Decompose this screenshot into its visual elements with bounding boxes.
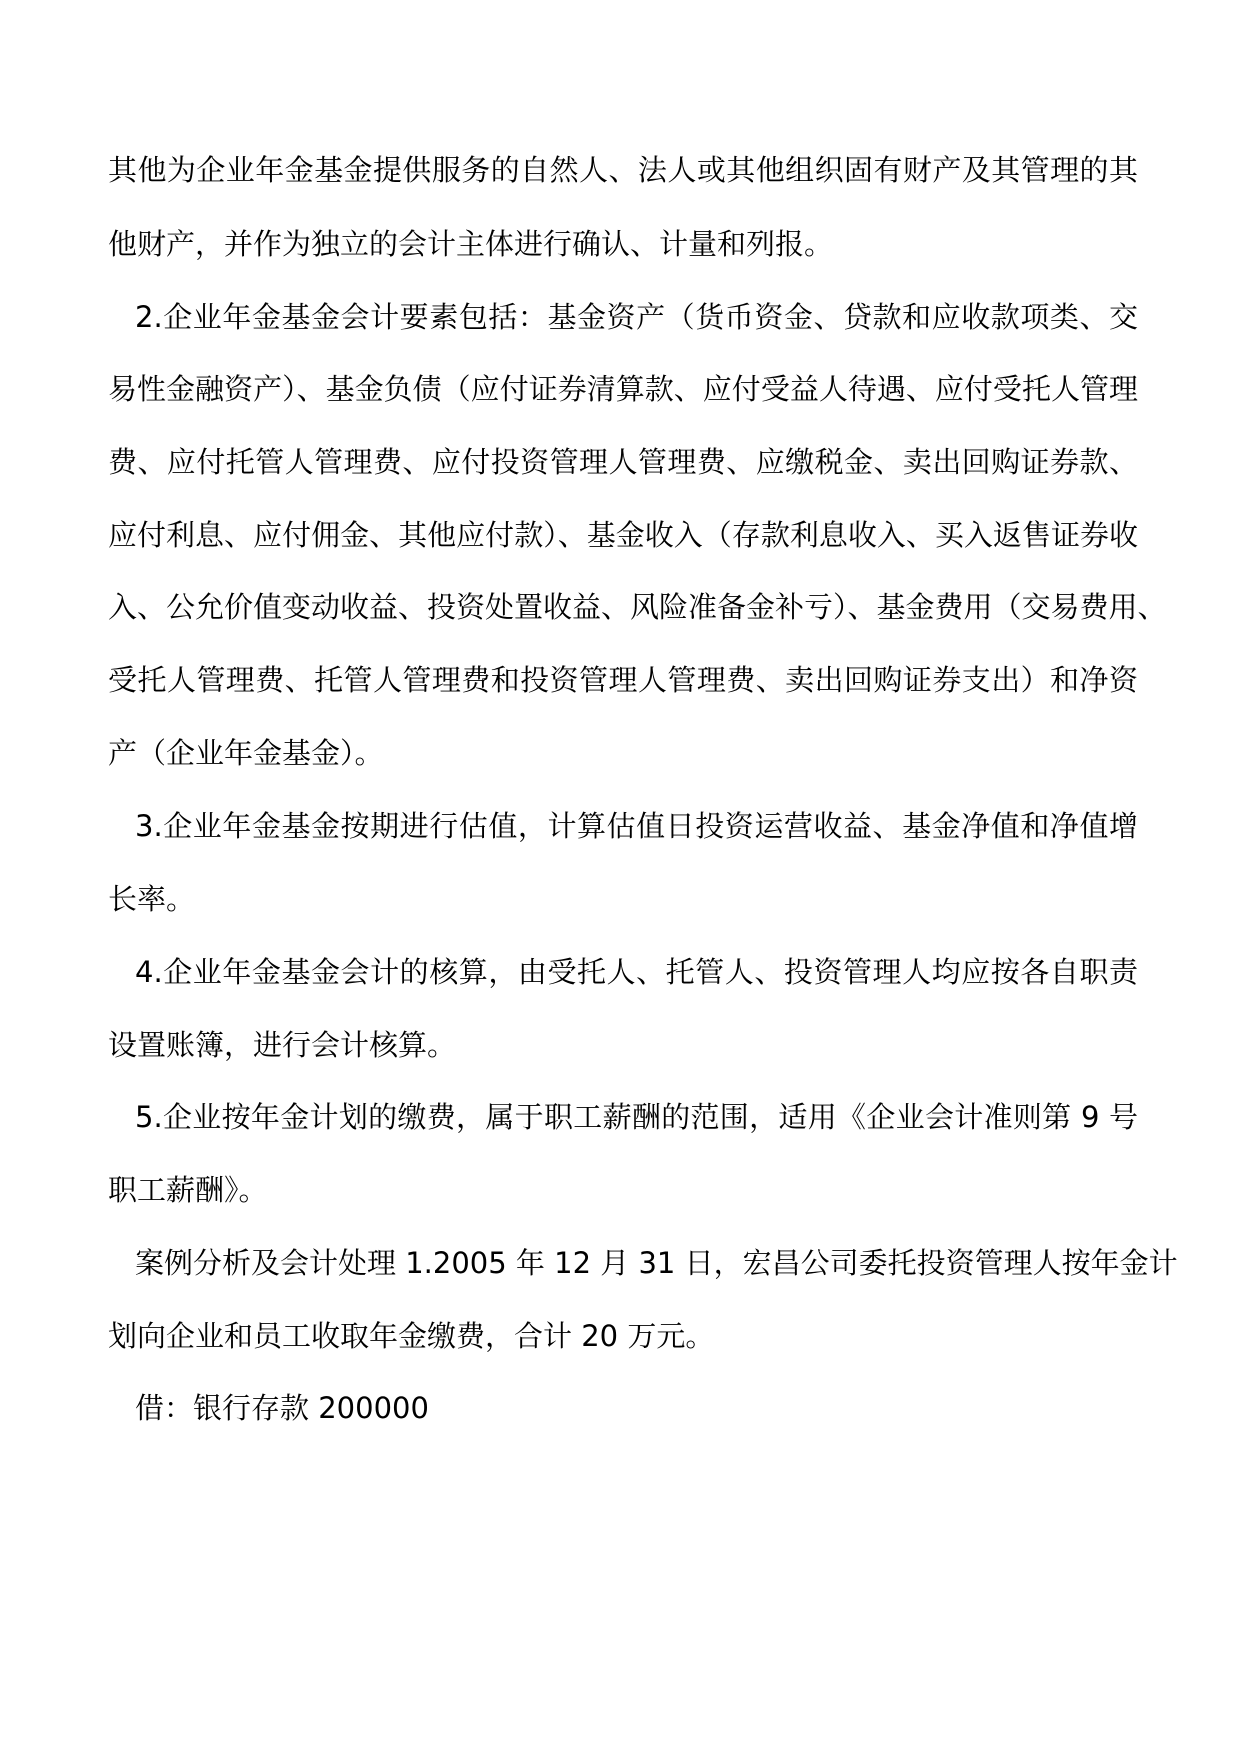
text-line-4: 易性金融资产）、基金负债（应付证券清算款、应付受益人待遇、应付受托人管理 <box>108 372 1138 406</box>
text-line-9: 产（企业年金基金）。 <box>108 736 384 770</box>
text-line-6: 应付利息、应付佣金、其他应付款）、基金收入（存款利息收入、买入返售证券收 <box>108 518 1138 552</box>
text-line-15: 职工薪酬》。 <box>108 1173 268 1207</box>
text-line-8: 受托人管理费、托管人管理费和投资管理人管理费、卖出回购证券支出）和净资 <box>108 663 1138 697</box>
text-line-11: 长率。 <box>108 882 196 916</box>
text-line-12: 4.企业年金基金会计的核算，由受托人、托管人、投资管理人均应按各自职责 <box>135 955 1138 989</box>
text-line-17: 划向企业和员工收取年金缴费，合计 20 万元。 <box>108 1319 715 1353</box>
text-line-18: 借：银行存款 200000 <box>135 1391 429 1425</box>
text-line-10: 3.企业年金基金按期进行估值，计算估值日投资运营收益、基金净值和净值增 <box>135 809 1138 843</box>
text-line-3: 2.企业年金基金会计要素包括：基金资产（货币资金、贷款和应收款项类、交 <box>135 300 1138 334</box>
text-line-13: 设置账簿，进行会计核算。 <box>108 1028 457 1062</box>
text-line-5: 费、应付托管人管理费、应付投资管理人管理费、应缴税金、卖出回购证券款、 <box>108 445 1138 479</box>
text-line-7: 入、公允价值变动收益、投资处置收益、风险准备金补亏）、基金费用（交易费用、 <box>108 590 1167 624</box>
text-line-14: 5.企业按年金计划的缴费，属于职工薪酬的范围，适用《企业会计准则第 9 号 <box>135 1100 1138 1134</box>
text-line-1: 其他为企业年金基金提供服务的自然人、法人或其他组织固有财产及其管理的其 <box>108 153 1138 187</box>
text-line-16: 案例分析及会计处理 1.2005 年 12 月 31 日，宏昌公司委托投资管理人按年金计 <box>135 1246 1178 1280</box>
text-line-2: 他财产，并作为独立的会计主体进行确认、计量和列报。 <box>108 227 834 261</box>
